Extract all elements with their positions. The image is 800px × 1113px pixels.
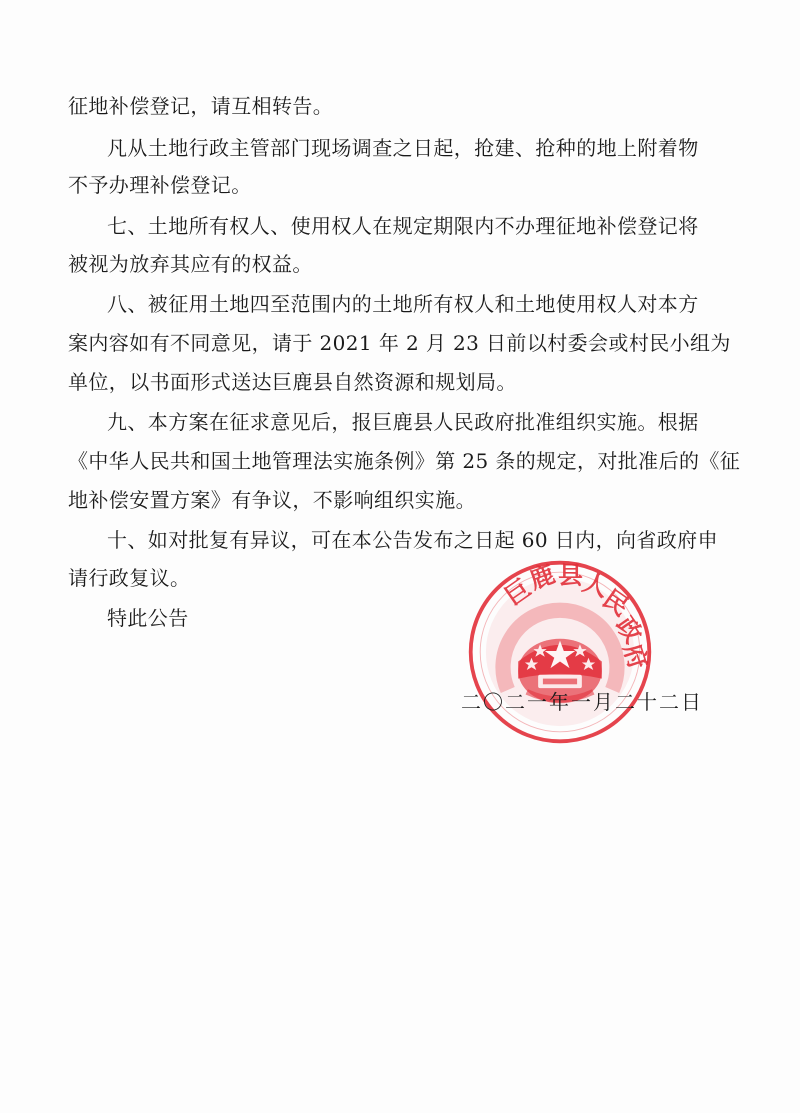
text-line: 七、土地所有权人、使用权人在规定期限内不办理征地补偿登记将 [107, 214, 699, 238]
text-line: 被视为放弃其应有的权益。 [68, 252, 313, 276]
svg-text:政: 政 [610, 611, 649, 649]
text-line: 地补偿安置方案》有争议，不影响组织实施。 [68, 488, 476, 512]
svg-text:民: 民 [597, 583, 635, 622]
issue-date: 二〇二一年一月二十二日 [461, 690, 703, 714]
text-line: 案内容如有不同意见，请于 2021 年 2 月 23 日前以村委会或村民小组为 [68, 331, 731, 355]
text-line: 八、被征用土地四至范围内的土地所有权人和土地使用权人对本方 [107, 292, 699, 316]
text-line: 征地补偿登记，请互相转告。 [68, 94, 334, 118]
text-line: 九、本方案在征求意见后，报巨鹿县人民政府批准组织实施。根据 [107, 410, 699, 434]
svg-text:县: 县 [558, 560, 583, 590]
official-seal [465, 557, 655, 747]
text-line: 凡从土地行政主管部门现场调查之日起，抢建、抢种的地上附着物 [107, 136, 699, 160]
text-line: 单位，以书面形式送达巨鹿县自然资源和规划局。 [68, 370, 517, 394]
text-line: 不予办理补偿登记。 [68, 173, 252, 197]
svg-text:巨: 巨 [499, 573, 537, 612]
svg-text:人: 人 [579, 567, 612, 603]
text-line: 《中华人民共和国土地管理法实施条例》第 25 条的规定，对批准后的《征 [68, 449, 741, 473]
closing-text: 特此公告 [107, 606, 189, 630]
text-line: 请行政复议。 [68, 566, 191, 590]
svg-text:鹿: 鹿 [525, 559, 559, 595]
svg-text:府: 府 [617, 640, 654, 673]
text-line: 十、如对批复有异议，可在本公告发布之日起 60 日内，向省政府申 [107, 528, 718, 552]
